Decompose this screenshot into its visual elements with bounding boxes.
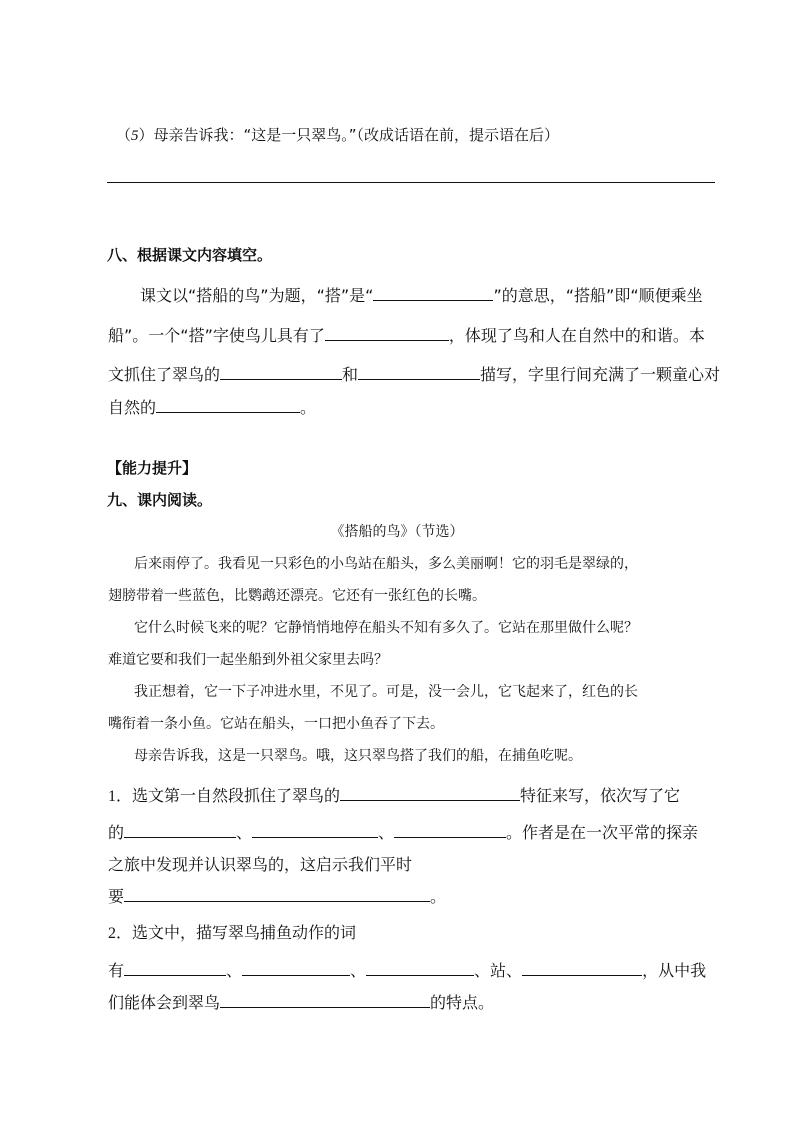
fill-blank[interactable] [220,362,342,380]
answer-line[interactable] [107,182,715,183]
passage-line: 难道它要和我们一起坐船到外祖父家里去吗？ [108,652,388,668]
fill-blank[interactable] [124,820,236,838]
fill-blank[interactable] [220,990,430,1008]
q2-line-3: 们能体会到翠鸟 的特点。 [108,990,494,1013]
section-9-heading: 九、课内阅读。 [107,491,213,509]
sec8-line-1: 课文以“搭船的鸟”为题，“搭”是“ ”的意思，“搭船”即“顺便乘坐 [140,283,703,306]
fill-blank[interactable] [366,958,474,976]
q1-line-1: 1．选文第一自然段抓住了翠鸟的 特征来写，依次写了它 [108,783,680,806]
section-8-heading: 八、根据课文内容填空。 [107,246,273,264]
fill-blank[interactable] [252,820,378,838]
question-5: （5）母亲告诉我：“这是一只翠鸟。”（改成话语在前，提示语在后） [116,126,560,144]
passage-line: 它什么时候飞来的呢？它静悄悄地停在船头不知有多久了。它站在那里做什么呢？ [134,620,638,636]
q2-line-1: 2．选文中，描写翠鸟捕鱼动作的词 [108,923,357,942]
fill-blank[interactable] [124,958,226,976]
passage-line: 后来雨停了。我看见一只彩色的小鸟站在船头，多么美丽啊！它的羽毛是翠绿的， [134,556,638,572]
fill-blank[interactable] [325,323,449,341]
fill-blank[interactable] [394,820,506,838]
ability-heading: 【能力提升】 [107,459,198,477]
q1-line-3: 之旅中发现并认识翠鸟的，这启示我们平时 [108,855,413,874]
fill-blank[interactable] [522,958,642,976]
fill-blank[interactable] [156,395,300,413]
passage-line: 嘴衔着一条小鱼。它站在船头，一口把小鱼吞了下去。 [108,716,444,732]
sec8-line-3: 文抓住了翠鸟的 和 描写，字里行间充满了一颗童心对 [108,362,720,385]
fill-blank[interactable] [340,783,520,801]
fill-blank[interactable] [124,884,430,902]
fill-blank[interactable] [242,958,350,976]
q1-line-4: 要 。 [108,884,446,907]
passage-line: 我正想着，它一下子冲进水里，不见了。可是，没一会儿，它飞起来了，红色的长 [134,684,638,700]
q2-line-2: 有 、 、 、站、 ，从中我 [108,958,706,981]
fill-blank[interactable] [373,283,493,301]
sec8-line-4: 自然的 。 [108,395,316,418]
q1-line-2: 的 、 、 。作者是在一次平常的探亲 [108,820,698,843]
passage-title: 《搭船的鸟》（节选） [330,524,464,540]
fill-blank[interactable] [358,362,480,380]
sec8-line-2: 船”。一个“搭”字使鸟儿具有了 ，体现了鸟和人在自然中的和谐。本 [108,323,705,346]
passage-line: 母亲告诉我，这是一只翠鸟。哦，这只翠鸟搭了我们的船，在捕鱼吃呢。 [134,748,582,764]
passage-line: 翅膀带着一些蓝色，比鹦鹉还漂亮。它还有一张红色的长嘴。 [108,588,486,604]
